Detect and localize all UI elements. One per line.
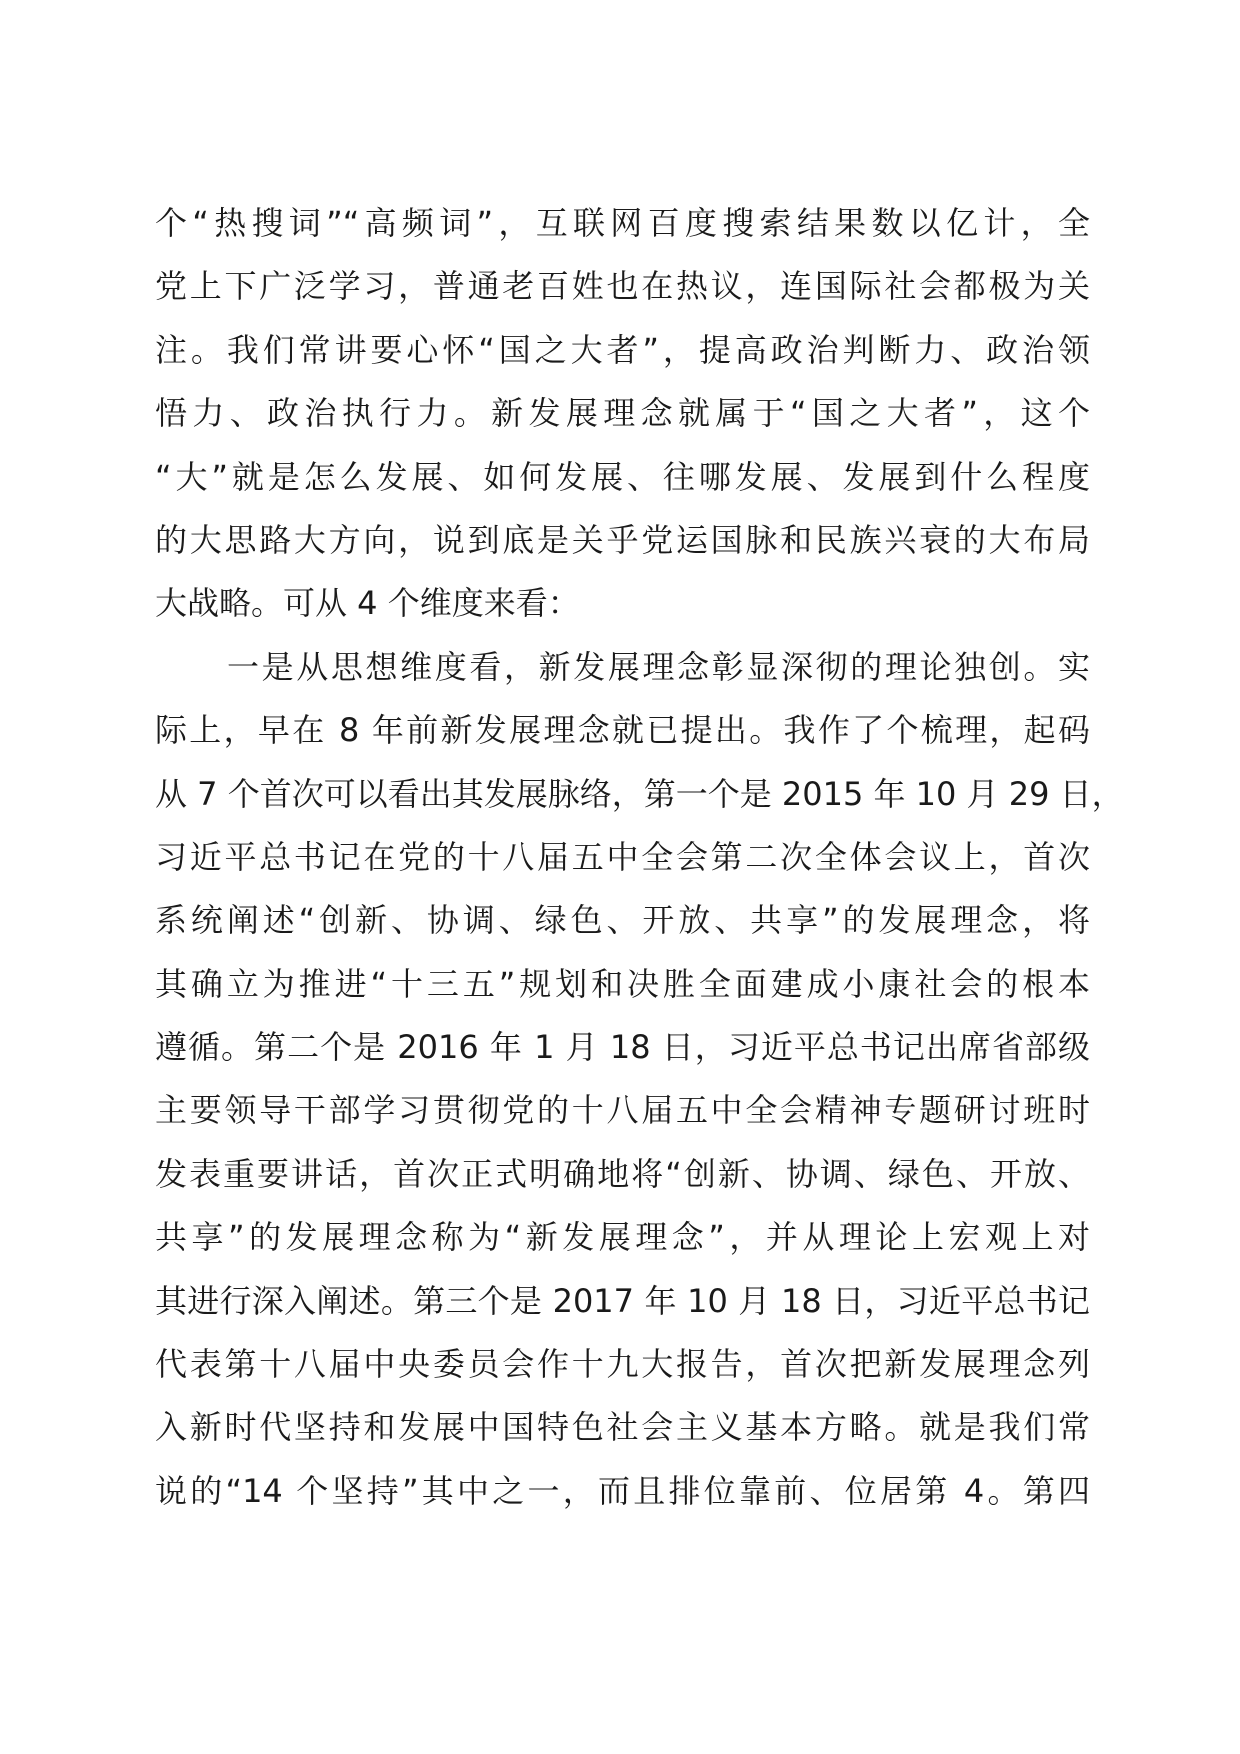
text-line: 党上下广泛学习，普通老百姓也在热议，连国际社会都极为关 xyxy=(155,267,1090,306)
text-line: 代表第十八届中央委员会作十九大报告，首次把新发展理念列 xyxy=(155,1345,1090,1384)
text-line: 入新时代坚持和发展中国特色社会主义基本方略。就是我们常 xyxy=(155,1408,1090,1447)
text-line: 主要领导干部学习贯彻党的十八届五中全会精神专题研讨班时 xyxy=(155,1091,1090,1130)
text-line: 注。我们常讲要心怀“国之大者”，提高政治判断力、政治领 xyxy=(155,330,1090,369)
text-line: 的大思路大方向，说到底是关乎党运国脉和民族兴衰的大布局 xyxy=(155,520,1090,559)
text-line: 习近平总书记在党的十八届五中全会第二次全体会议上，首次 xyxy=(155,837,1090,876)
paragraph-first-line: 一是从思想维度看，新发展理念彰显深彻的理论独创。实 xyxy=(227,647,1090,686)
text-line: 发表重要讲话，首次正式明确地将“创新、协调、绿色、开放、 xyxy=(155,1154,1090,1193)
text-line: 共享”的发展理念称为“新发展理念”，并从理论上宏观上对 xyxy=(155,1218,1090,1257)
text-line: 说的“14 个坚持”其中之一，而且排位靠前、位居第 4。第四 xyxy=(155,1471,1090,1510)
body-text xyxy=(155,192,1124,1523)
text-line: 际上，早在 8 年前新发展理念就已提出。我作了个梳理，起码 xyxy=(155,711,1090,750)
text-line: 从 7 个首次可以看出其发展脉络，第一个是 2015 年 10 月 29 日， xyxy=(155,774,1124,813)
text-line: 遵循。第二个是 2016 年 1 月 18 日，习近平总书记出席省部级 xyxy=(155,1028,1090,1067)
text-line: 个“热搜词”“高频词”，互联网百度搜索结果数以亿计，全 xyxy=(155,204,1090,242)
text-line: 悟力、政治执行力。新发展理念就属于“国之大者”，这个 xyxy=(155,394,1090,433)
text-line: 系统阐述“创新、协调、绿色、开放、共享”的发展理念，将 xyxy=(155,901,1090,940)
text-line: “大”就是怎么发展、如何发展、往哪发展、发展到什么程度 xyxy=(155,457,1090,496)
text-line: 大战略。可从 4 个维度来看： xyxy=(155,584,580,623)
text-line: 其进行深入阐述。第三个是 2017 年 10 月 18 日，习近平总书记 xyxy=(155,1281,1090,1320)
text-line: 其确立为推进“十三五”规划和决胜全面建成小康社会的根本 xyxy=(155,964,1090,1003)
